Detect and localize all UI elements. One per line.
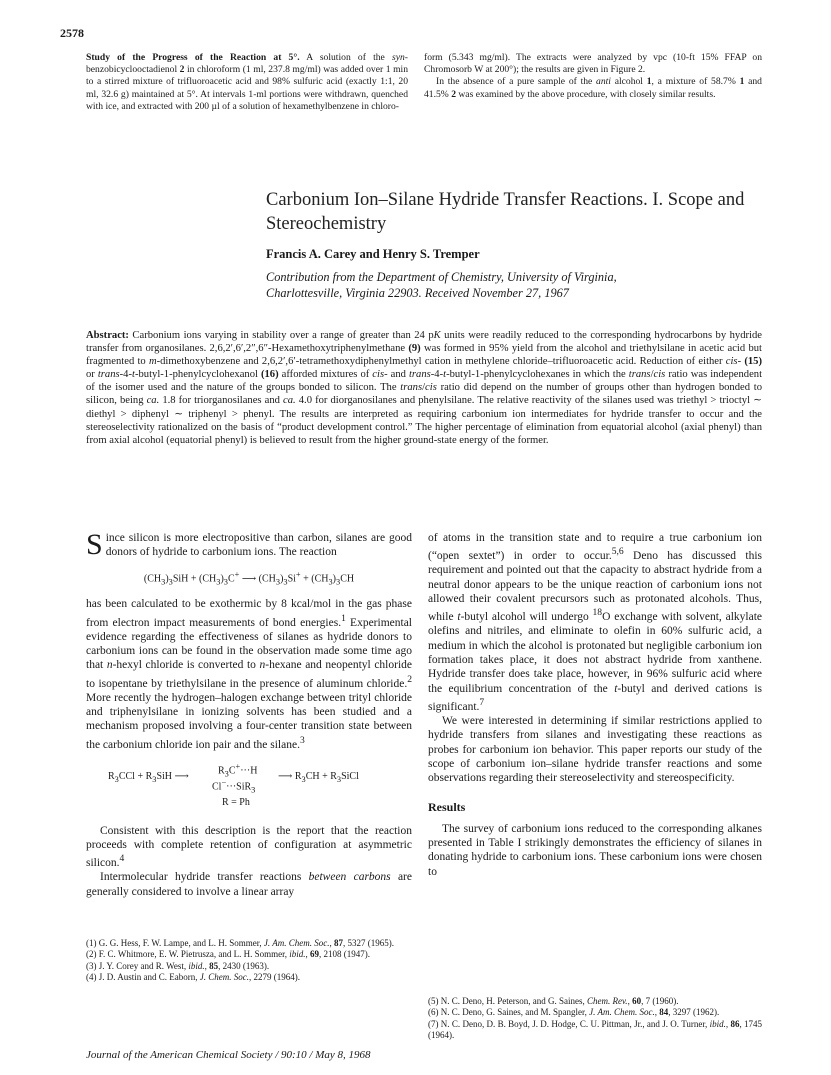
body-right-column <box>428 531 762 879</box>
intro-paragraph: ince silicon is more electropositive than carbon, silanes are good donors of hydride to carbonium ions. The reaction <box>105 532 412 559</box>
abstract-text: Carbonium ions varying in stability over a range of greater than 24 pK units were readily reduced to the corresponding hydrocarbons by hydride transfer from organosilanes. 2,6,2′,6′,2″,6″-Hexamethoxytriphenylmethane (9) was formed in 95% yield from the alcohol and triethylsilane in acetic acid but fragmented to m-dimethoxybenzene and 2,6,2′,6′-tetramethoxydiphenylmethyl cation in methylene chloride–trifluoroacetic acid. Reduction of either cis- (15) or trans-4-t-butyl-1-phenylcyclohexanol (16) afforded mixtures of cis- and trans-4-t-butyl-1-phenylcyclohexanes in which the trans/cis ratio was independent of the isomer used and the nature of the groups bonded to silicon. The trans/cis ratio did depend on the number of groups other than hydrogen bonded to silicon, being ca. 1.8 for triorganosilanes and ca. 4.0 for diorganosilanes and phenylsilane. The relative reactivity of the silanes used was triethyl > trioctyl ∼ diethyl > diphenyl ∼ triphenyl > phenyl. The results are interpreted as requiring carbonium ion intermediates for hydride transfer to occur and the stereoselectivity rationalized on the basis of “product development control.” The higher percentage of elimination from equatorial alcohol (axial phenyl) than from axial alcohol (equatorial phenyl) is believed to result from the higher ground-state energy of the former. <box>86 330 763 446</box>
reaction-equation: $(CH_3)_3SiH + (CH_3)_3C^+$ ⟶ $(CH_3)_3Si^+ + (CH_3)_3CH$ <box>143 569 355 586</box>
body-left-column <box>86 528 412 899</box>
footnote: (7) N. C. Deno, D. B. Boyd, J. D. Hodge, C. U. Pittman, Jr., and J. O. Turner, ibid., 86, 1745 (1964). <box>428 1018 763 1040</box>
previous-article-right-column <box>424 52 762 101</box>
footnotes-right <box>428 996 762 1041</box>
scheme-r-definition: R = Ph <box>222 796 250 808</box>
abstract-label: Abstract: <box>86 330 129 341</box>
reaction-scheme <box>86 756 412 818</box>
affiliation-received-line: Charlottesville, Virginia 22903. Received November 27, 1967 <box>266 286 569 300</box>
abstract <box>86 329 762 447</box>
body-paragraph: has been calculated to be exothermic by 8 kcal/mol in the gas phase from electron impact measurements of bond energies.$^1$ Experimental evidence regarding the effectiveness of silanes as hydride donors to carbonium ions can be found in the observation made some time ago that n-hexyl chloride is converted to n-hexane and neopentyl chloride to isopentane by triethylsilane in the presence of aluminum chloride.$^2$ More recently the hydrogen–halogen exchange between trityl chloride and triphenylsilane in ionizing solvents has been studied and a mechanism proposed involving a four-center transition state between the carbonium chloride ion pair and the silane.$^3$ <box>86 598 412 751</box>
footnote: (3) J. Y. Corey and R. West, ibid., 85, 2430 (1963). <box>86 960 270 971</box>
body-paragraph: Intermolecular hydride transfer reactions between carbons are generally considered to involve a linear array <box>86 871 412 898</box>
scheme-transition-state-top: $R_3C^+\cdot\cdot\cdot H$ <box>218 761 258 778</box>
affiliation-line: Contribution from the Department of Chemistry, University of Virginia, <box>266 270 617 284</box>
journal-footer: Journal of the American Chemical Society / 90:10 / May 8, 1968 <box>86 1049 371 1061</box>
body-paragraph: Consistent with this description is the report that the reaction proceeds with complete retention of configuration at asymmetric silicon.$^4$ <box>86 824 412 870</box>
scheme-reactants: $R_3CCl + R_3SiH$ ⟶ <box>108 770 189 784</box>
page-number: 2578 <box>60 26 84 40</box>
footnotes-left <box>86 938 412 983</box>
previous-article-left-column: Study of the Progress of the Reaction at 5°. A solution of the syn-benzobicyclooctadienol 2 in chloroform (1 ml, 237.8 mg/ml) was added over 1 min to a stirred mixture of trifluoroacetic acid and 98% sulfuric acid (exactly 1:1, 20 ml, 32.6 g) maintained at 5°. At intervals 1-ml portions were withdrawn, quenched with ice, and extracted with 200 µl of a solution of hexamethylbenzene in chloro- <box>86 52 408 112</box>
body-paragraph: of atoms in the transition state and to require a true carbonium ion (“open sextet”) in order to occur.$^{5,6}$ Deno has discussed this requirement and pointed out that the capacity to abstract hydride from a neutral donor appears to be the unique reaction of carbonium ions not allowed their covalent precursors such as protonated alcohols. Thus, while t-butyl alcohol will undergo $^{18}$O exchange with solvent, alkylate olefins and nitriles, and eliminate to olefin in 60% sulfuric acid, a medium in which the alcohol is protonated but negligible carbonium ion formation takes place, it does not abstract hydride from xanthene. Hydride transfer does take place, however, in 96% sulfuric acid where the equilibrium concentration of the t-butyl and derived cations is significant.$^7$ <box>428 532 762 713</box>
body-paragraph: We were interested in determining if similar restrictions applied to hydride transfers from silanes and investigating these reactions as probes for carbonium ion behavior. This paper reports our study of the scope of carbonium ion–silane hydride transfer reactions and some observations regarding their stereoselectivity and stereospecificity. <box>428 715 762 785</box>
footnote: (5) N. C. Deno, H. Peterson, and G. Saines, Chem. Rev., 60, 7 (1960). <box>428 996 679 1006</box>
results-heading: Results <box>428 799 466 814</box>
footnote: (2) F. C. Whitmore, E. W. Pietrusza, and L. H. Sommer, ibid., 69, 2108 (1947). <box>86 949 370 960</box>
article-affiliation <box>266 269 766 301</box>
footnote: (1) G. G. Hess, F. W. Lampe, and L. H. Sommer, J. Am. Chem. Soc., 87, 5327 (1965). <box>86 938 394 948</box>
article-authors: Francis A. Carey and Henry S. Tremper <box>266 247 480 261</box>
footnote: (4) J. D. Austin and C. Eaborn, J. Chem. Soc., 2279 (1964). <box>86 971 300 982</box>
previous-article-paragraph: form (5.343 mg/ml). The extracts were analyzed by vpc (10-ft 15% FFAP on Chromosorb W at 200°); the results are given in Figure 2. <box>424 52 762 76</box>
body-paragraph: The survey of carbonium ions reduced to the corresponding alkanes presented in Table I strikingly demonstrates the efficiency of silanes in donating hydride to carbonium ions. These carbonium ions were chosen to <box>428 822 762 878</box>
article-title: Carbonium Ion–Silane Hydride Transfer Reactions. I. Scope and Stereochemistry <box>266 190 745 234</box>
previous-article-paragraph: In the absence of a pure sample of the anti alcohol 1, a mixture of 58.7% 1 and 41.5% 2 was examined by the above procedure, with closely similar results. <box>424 76 762 100</box>
scheme-transition-state-bottom: Cl−···SiR$_3$ <box>212 777 256 794</box>
scheme-products: ⟶ $R_3CH$ + $R_3SiCl$ <box>278 770 359 784</box>
footnote: (6) N. C. Deno, G. Saines, and M. Spangler, J. Am. Chem. Soc., 84, 3297 (1962). <box>428 1007 720 1018</box>
drop-cap: S <box>86 528 103 561</box>
